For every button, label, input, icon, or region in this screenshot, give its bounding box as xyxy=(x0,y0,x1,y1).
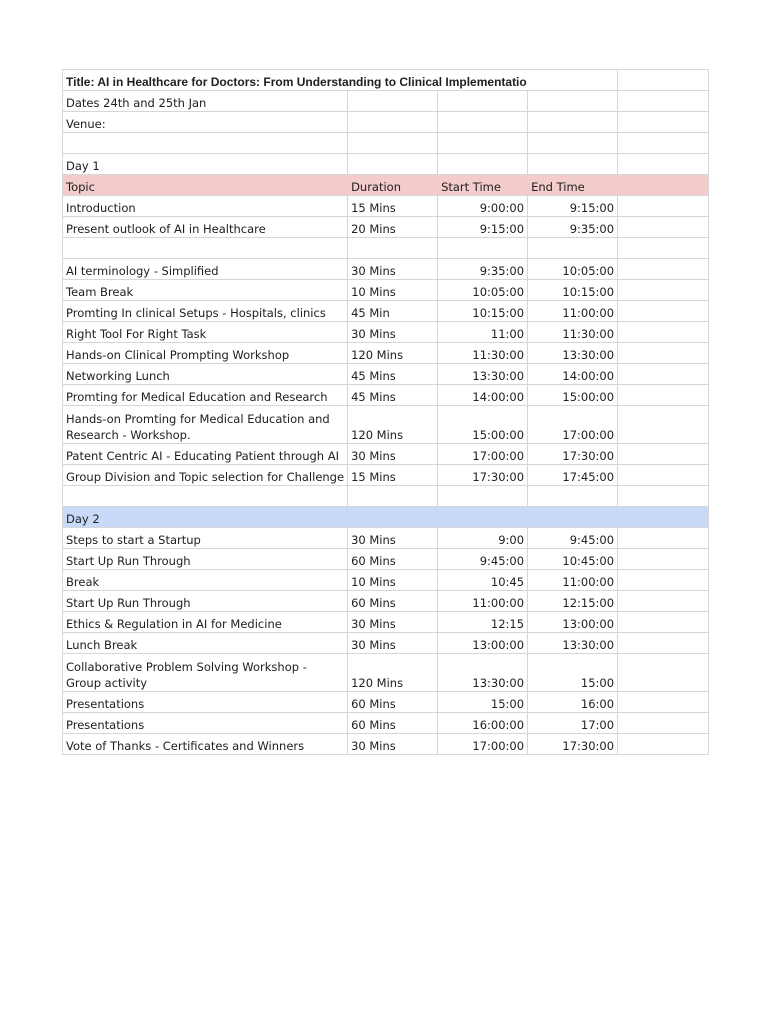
topic-cell[interactable]: Collaborative Problem Solving Workshop - Group activity xyxy=(63,654,348,692)
end-time-cell[interactable]: 11:00:00 xyxy=(528,570,618,591)
topic-cell[interactable]: Group Division and Topic selection for Challenge xyxy=(63,465,348,486)
empty-cell[interactable] xyxy=(438,112,528,133)
header-row xyxy=(63,175,709,196)
empty-cell[interactable] xyxy=(618,570,709,591)
blank-row xyxy=(63,486,709,507)
empty-cell[interactable] xyxy=(618,713,709,734)
topic-cell[interactable]: Start Up Run Through xyxy=(63,591,348,612)
start-time-cell[interactable]: 17:00:00 xyxy=(438,734,528,755)
end-time-cell[interactable]: 17:00:00 xyxy=(528,406,618,444)
empty-cell[interactable] xyxy=(348,486,438,507)
end-time-cell[interactable]: 10:15:00 xyxy=(528,280,618,301)
schedule-row xyxy=(63,734,709,755)
end-time-cell[interactable]: 13:30:00 xyxy=(528,633,618,654)
empty-cell[interactable] xyxy=(618,70,709,91)
empty-cell[interactable] xyxy=(618,196,709,217)
empty-cell[interactable] xyxy=(528,154,618,175)
topic-cell[interactable]: Promting for Medical Education and Research xyxy=(63,385,348,406)
topic-cell[interactable]: Start Up Run Through xyxy=(63,549,348,570)
start-time-cell[interactable]: 9:15:00 xyxy=(438,217,528,238)
schedule-row xyxy=(63,385,709,406)
duration-cell[interactable]: 30 Mins xyxy=(348,259,438,280)
empty-cell[interactable] xyxy=(63,133,348,154)
schedule-row xyxy=(63,322,709,343)
start-time-cell[interactable]: 11:00 xyxy=(438,322,528,343)
empty-cell[interactable] xyxy=(618,612,709,633)
empty-cell[interactable] xyxy=(618,654,709,692)
empty-cell[interactable] xyxy=(63,238,348,259)
duration-cell[interactable]: 120 Mins xyxy=(348,406,438,444)
duration-cell[interactable]: 30 Mins xyxy=(348,612,438,633)
empty-cell[interactable] xyxy=(528,112,618,133)
schedule-row xyxy=(63,217,709,238)
empty-cell[interactable] xyxy=(528,486,618,507)
topic-cell[interactable]: Lunch Break xyxy=(63,633,348,654)
empty-cell[interactable] xyxy=(618,406,709,444)
schedule-row xyxy=(63,196,709,217)
topic-cell[interactable]: Right Tool For Right Task xyxy=(63,322,348,343)
end-time-cell[interactable]: 10:45:00 xyxy=(528,549,618,570)
end-time-cell[interactable]: 12:15:00 xyxy=(528,591,618,612)
dates-cell[interactable]: Dates 24th and 25th Jan xyxy=(63,91,348,112)
topic-cell[interactable]: Presentations xyxy=(63,692,348,713)
duration-cell[interactable]: 60 Mins xyxy=(348,591,438,612)
empty-cell[interactable] xyxy=(348,133,438,154)
empty-cell[interactable] xyxy=(438,133,528,154)
empty-cell[interactable] xyxy=(618,364,709,385)
topic-cell[interactable]: Networking Lunch xyxy=(63,364,348,385)
empty-cell[interactable] xyxy=(348,238,438,259)
schedule-row xyxy=(63,343,709,364)
day1-label[interactable]: Day 1 xyxy=(63,154,348,175)
topic-cell[interactable]: Promting In clinical Setups - Hospitals, clinics xyxy=(63,301,348,322)
start-time-cell[interactable]: 13:30:00 xyxy=(438,364,528,385)
empty-cell[interactable] xyxy=(618,238,709,259)
end-time-cell[interactable]: 13:00:00 xyxy=(528,612,618,633)
end-time-cell[interactable]: 17:00 xyxy=(528,713,618,734)
empty-cell[interactable] xyxy=(618,91,709,112)
duration-cell[interactable]: 30 Mins xyxy=(348,633,438,654)
end-time-cell[interactable]: 13:30:00 xyxy=(528,343,618,364)
empty-cell[interactable] xyxy=(438,91,528,112)
empty-cell[interactable] xyxy=(528,133,618,154)
start-time-cell[interactable]: 10:45 xyxy=(438,570,528,591)
empty-cell[interactable] xyxy=(438,238,528,259)
empty-cell[interactable] xyxy=(348,91,438,112)
empty-cell[interactable] xyxy=(618,444,709,465)
end-time-cell[interactable]: 15:00:00 xyxy=(528,385,618,406)
header-end-time[interactable]: End Time xyxy=(528,175,618,196)
schedule-row xyxy=(63,612,709,633)
duration-cell[interactable]: 15 Mins xyxy=(348,465,438,486)
sheet-title[interactable]: Title: AI in Healthcare for Doctors: From Understanding to Clinical Implementatio xyxy=(63,70,618,91)
schedule-row xyxy=(63,633,709,654)
duration-cell[interactable]: 60 Mins xyxy=(348,713,438,734)
start-time-cell[interactable]: 15:00:00 xyxy=(438,406,528,444)
start-time-cell[interactable]: 10:05:00 xyxy=(438,280,528,301)
schedule-row xyxy=(63,364,709,385)
venue-cell[interactable]: Venue: xyxy=(63,112,348,133)
start-time-cell[interactable]: 13:00:00 xyxy=(438,633,528,654)
header-start-time[interactable]: Start Time xyxy=(438,175,528,196)
empty-cell[interactable] xyxy=(348,507,438,528)
duration-cell[interactable]: 30 Mins xyxy=(348,444,438,465)
schedule-row xyxy=(63,713,709,734)
end-time-cell[interactable]: 16:00 xyxy=(528,692,618,713)
start-time-cell[interactable]: 17:30:00 xyxy=(438,465,528,486)
empty-cell[interactable] xyxy=(438,486,528,507)
topic-cell[interactable]: Present outlook of AI in Healthcare xyxy=(63,217,348,238)
empty-cell[interactable] xyxy=(618,692,709,713)
topic-cell[interactable]: AI terminology - Simplified xyxy=(63,259,348,280)
duration-cell[interactable]: 10 Mins xyxy=(348,280,438,301)
start-time-cell[interactable]: 9:35:00 xyxy=(438,259,528,280)
schedule-row xyxy=(63,591,709,612)
start-time-cell[interactable]: 13:30:00 xyxy=(438,654,528,692)
empty-cell[interactable] xyxy=(618,507,709,528)
empty-cell[interactable] xyxy=(348,154,438,175)
topic-cell[interactable]: Patent Centric AI - Educating Patient through AI xyxy=(63,444,348,465)
day1-label-row xyxy=(63,154,709,175)
duration-cell[interactable]: 30 Mins xyxy=(348,734,438,755)
schedule-row xyxy=(63,444,709,465)
empty-cell[interactable] xyxy=(438,154,528,175)
topic-cell[interactable]: Hands-on Clinical Prompting Workshop xyxy=(63,343,348,364)
schedule-row xyxy=(63,549,709,570)
schedule-row xyxy=(63,465,709,486)
schedule-row xyxy=(63,528,709,549)
schedule-row xyxy=(63,280,709,301)
empty-cell[interactable] xyxy=(618,633,709,654)
start-time-cell[interactable]: 9:45:00 xyxy=(438,549,528,570)
empty-cell[interactable] xyxy=(618,301,709,322)
empty-cell[interactable] xyxy=(618,322,709,343)
schedule-row xyxy=(63,301,709,322)
schedule-row xyxy=(63,570,709,591)
duration-cell[interactable]: 60 Mins xyxy=(348,549,438,570)
end-time-cell[interactable]: 9:35:00 xyxy=(528,217,618,238)
end-time-cell[interactable]: 11:30:00 xyxy=(528,322,618,343)
end-time-cell[interactable]: 14:00:00 xyxy=(528,364,618,385)
start-time-cell[interactable]: 16:00:00 xyxy=(438,713,528,734)
empty-cell[interactable] xyxy=(618,465,709,486)
topic-cell[interactable]: Hands-on Promting for Medical Education and Research - Workshop. xyxy=(63,406,348,444)
empty-cell[interactable] xyxy=(618,217,709,238)
end-time-cell[interactable]: 15:00 xyxy=(528,654,618,692)
duration-cell[interactable]: 120 Mins xyxy=(348,654,438,692)
topic-cell[interactable]: Presentations xyxy=(63,713,348,734)
empty-cell[interactable] xyxy=(63,486,348,507)
duration-cell[interactable]: 30 Mins xyxy=(348,528,438,549)
empty-cell[interactable] xyxy=(528,91,618,112)
end-time-cell[interactable]: 9:45:00 xyxy=(528,528,618,549)
header-topic[interactable]: Topic xyxy=(63,175,348,196)
empty-cell[interactable] xyxy=(618,154,709,175)
empty-cell[interactable] xyxy=(618,549,709,570)
empty-cell[interactable] xyxy=(618,343,709,364)
end-time-cell[interactable]: 17:30:00 xyxy=(528,734,618,755)
empty-cell[interactable] xyxy=(348,112,438,133)
empty-cell[interactable] xyxy=(438,507,528,528)
start-time-cell[interactable]: 10:15:00 xyxy=(438,301,528,322)
start-time-cell[interactable]: 12:15 xyxy=(438,612,528,633)
end-time-cell[interactable]: 11:00:00 xyxy=(528,301,618,322)
schedule-row xyxy=(63,406,709,444)
topic-cell[interactable]: Break xyxy=(63,570,348,591)
duration-cell[interactable]: 120 Mins xyxy=(348,343,438,364)
title-row xyxy=(63,70,709,91)
duration-cell[interactable]: 45 Mins xyxy=(348,364,438,385)
day2-label-row xyxy=(63,507,709,528)
empty-cell[interactable] xyxy=(618,528,709,549)
end-time-cell[interactable]: 9:15:00 xyxy=(528,196,618,217)
blank-row xyxy=(63,133,709,154)
duration-cell[interactable]: 60 Mins xyxy=(348,692,438,713)
empty-cell[interactable] xyxy=(618,259,709,280)
empty-cell[interactable] xyxy=(618,591,709,612)
empty-cell[interactable] xyxy=(618,133,709,154)
end-time-cell[interactable]: 10:05:00 xyxy=(528,259,618,280)
start-time-cell[interactable]: 9:00:00 xyxy=(438,196,528,217)
blank-row xyxy=(63,238,709,259)
start-time-cell[interactable]: 14:00:00 xyxy=(438,385,528,406)
start-time-cell[interactable]: 11:00:00 xyxy=(438,591,528,612)
duration-cell[interactable]: 20 Mins xyxy=(348,217,438,238)
venue-row xyxy=(63,112,709,133)
topic-cell[interactable]: Steps to start a Startup xyxy=(63,528,348,549)
start-time-cell[interactable]: 15:00 xyxy=(438,692,528,713)
empty-cell[interactable] xyxy=(618,175,709,196)
start-time-cell[interactable]: 17:00:00 xyxy=(438,444,528,465)
topic-cell[interactable]: Team Break xyxy=(63,280,348,301)
empty-cell[interactable] xyxy=(618,112,709,133)
topic-cell[interactable]: Vote of Thanks - Certificates and Winners xyxy=(63,734,348,755)
end-time-cell[interactable]: 17:30:00 xyxy=(528,444,618,465)
empty-cell[interactable] xyxy=(618,734,709,755)
dates-row xyxy=(63,91,709,112)
schedule-row xyxy=(63,259,709,280)
duration-cell[interactable]: 30 Mins xyxy=(348,322,438,343)
header-duration[interactable]: Duration xyxy=(348,175,438,196)
empty-cell[interactable] xyxy=(618,280,709,301)
topic-cell[interactable]: Ethics & Regulation in AI for Medicine xyxy=(63,612,348,633)
duration-cell[interactable]: 15 Mins xyxy=(348,196,438,217)
agenda-sheet xyxy=(62,69,709,755)
empty-cell[interactable] xyxy=(618,385,709,406)
empty-cell[interactable] xyxy=(528,507,618,528)
duration-cell[interactable]: 45 Min xyxy=(348,301,438,322)
duration-cell[interactable]: 45 Mins xyxy=(348,385,438,406)
duration-cell[interactable]: 10 Mins xyxy=(348,570,438,591)
start-time-cell[interactable]: 9:00 xyxy=(438,528,528,549)
end-time-cell[interactable]: 17:45:00 xyxy=(528,465,618,486)
empty-cell[interactable] xyxy=(618,486,709,507)
start-time-cell[interactable]: 11:30:00 xyxy=(438,343,528,364)
day2-label[interactable]: Day 2 xyxy=(63,507,348,528)
topic-cell[interactable]: Introduction xyxy=(63,196,348,217)
schedule-row xyxy=(63,692,709,713)
empty-cell[interactable] xyxy=(528,238,618,259)
schedule-row xyxy=(63,654,709,692)
